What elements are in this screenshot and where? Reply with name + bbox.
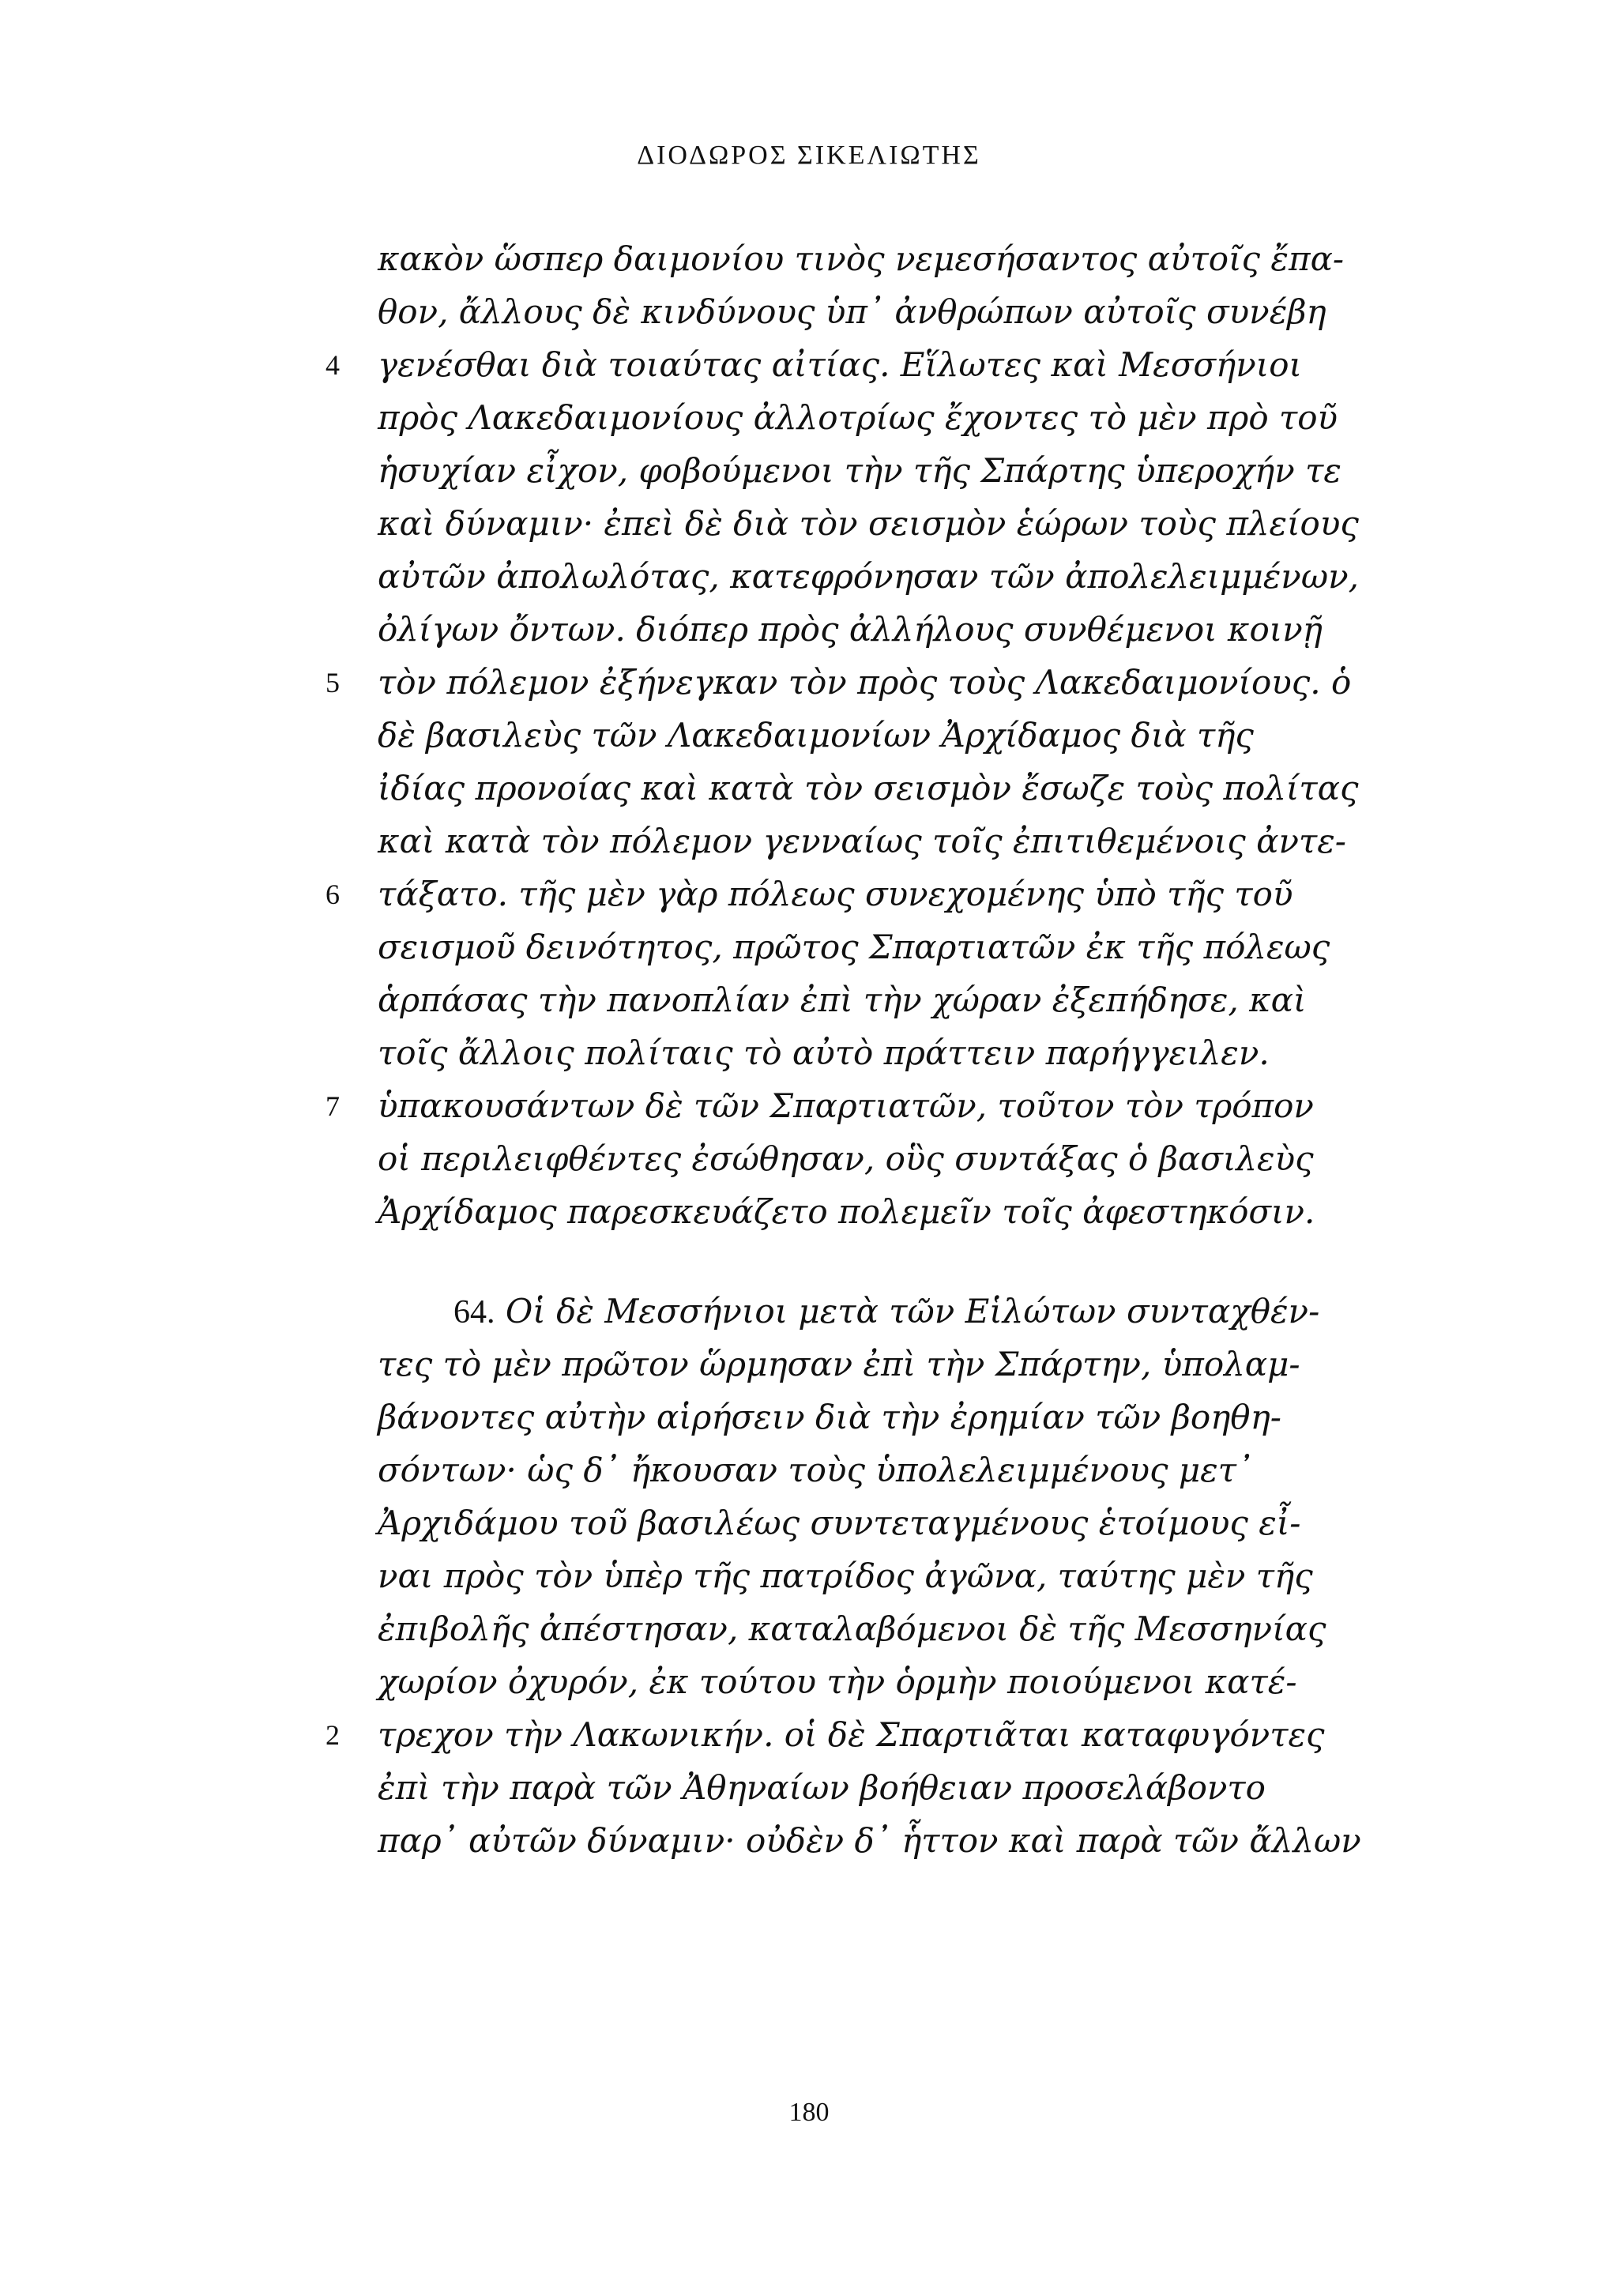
- text-line: ναι πρὸς τὸν ὑπὲρ τῆς πατρίδος ἀγῶνα, ταύτης μὲν τῆς: [378, 1556, 1313, 1595]
- section-number: 2: [325, 1719, 340, 1751]
- text-line: ὑπακουσάντων δὲ τῶν Σπαρτιατῶν, τοῦτον τὸν τρόπον: [378, 1086, 1314, 1125]
- text-line: τοῖς ἄλλοις πολίταις τὸ αὐτὸ πράττειν παρήγγειλεν.: [378, 1033, 1270, 1072]
- text-line: ἐπὶ τὴν παρὰ τῶν Ἀθηναίων βοήθειαν προσελάβοντο: [378, 1768, 1266, 1807]
- text-line: αὐτῶν ἀπολωλότας, κατεφρόνησαν τῶν ἀπολελειμμένων,: [378, 557, 1359, 596]
- text-line: Ἀρχιδάμου τοῦ βασιλέως συντεταγμένους ἑτοίμους εἶ-: [378, 1504, 1301, 1542]
- text-line: ἰδίας προνοίας καὶ κατὰ τὸν σεισμὸν ἔσωζε τοὺς πολίτας: [378, 769, 1359, 807]
- section-number: 7: [325, 1090, 340, 1122]
- text-line: βάνοντες αὐτὴν αἱρήσειν διὰ τὴν ἐρημίαν τῶν βοηθη-: [378, 1398, 1281, 1436]
- section-number: 5: [325, 667, 340, 698]
- text-line: θον, ἄλλους δὲ κινδύνους ὑπ᾽ ἀνθρώπων αὐτοῖς συνέβη: [378, 292, 1326, 331]
- text-line: σόντων· ὡς δ᾽ ἤκουσαν τοὺς ὑπολελειμμένους μετ᾽: [378, 1451, 1253, 1489]
- page-number: 180: [788, 2098, 830, 2127]
- text-line: γενέσθαι διὰ τοιαύτας αἰτίας. Εἵλωτες καὶ Μεσσήνιοι: [378, 345, 1302, 384]
- text-line: καὶ κατὰ τὸν πόλεμον γενναίως τοῖς ἐπιτιθεμένοις ἀντε-: [378, 822, 1346, 860]
- section-number: 6: [325, 879, 340, 910]
- text-line: οἱ περιλειφθέντες ἐσώθησαν, οὓς συντάξας ὁ βασιλεὺς: [378, 1139, 1314, 1178]
- text-line: ἡσυχίαν εἶχον, φοβούμενοι τὴν τῆς Σπάρτης ὑπεροχήν τε: [378, 451, 1341, 490]
- text-line: τες τὸ μὲν πρῶτον ὥρμησαν ἐπὶ τὴν Σπάρτην, ὑπολαμ-: [378, 1345, 1300, 1383]
- text-line: χωρίον ὀχυρόν, ἐκ τούτου τὴν ὁρμὴν ποιούμενοι κατέ-: [378, 1662, 1297, 1701]
- chapter-number: 64.: [453, 1294, 495, 1331]
- text-line: τρεχον τὴν Λακωνικήν. οἱ δὲ Σπαρτιᾶται καταφυγόντες: [378, 1715, 1325, 1754]
- text-line: παρ᾽ αὐτῶν δύναμιν· οὐδὲν δ᾽ ἧττον καὶ παρὰ τῶν ἄλλων: [378, 1821, 1361, 1860]
- text-line: κακὸν ὥσπερ δαιμονίου τινὸς νεμεσήσαντος αὐτοῖς ἔπα-: [378, 239, 1345, 278]
- text-line: Ἀρχίδαμος παρεσκευάζετο πολεμεῖν τοῖς ἀφεστηκόσιν.: [378, 1192, 1315, 1231]
- text-line: τὸν πόλεμον ἐξήνεγκαν τὸν πρὸς τοὺς Λακεδαιμονίους. ὁ: [378, 663, 1352, 702]
- chapter-first-line-text: Οἱ δὲ Μεσσήνιοι μετὰ τῶν Εἱλώτων συνταχθέν-: [505, 1292, 1320, 1331]
- text-line: ἐπιβολῆς ἀπέστησαν, καταλαβόμενοι δὲ τῆς Μεσσηνίας: [378, 1609, 1326, 1648]
- text-line: ἁρπάσας τὴν πανοπλίαν ἐπὶ τὴν χώραν ἐξεπήδησε, καὶ: [378, 981, 1307, 1019]
- text-line: πρὸς Λακεδαιμονίους ἀλλοτρίως ἔχοντες τὸ μὲν πρὸ τοῦ: [378, 398, 1338, 437]
- text-line: ὀλίγων ὄντων. διόπερ πρὸς ἀλλήλους συνθέμενοι κοινῇ: [378, 610, 1323, 649]
- text-line: τάξατο. τῆς μὲν γὰρ πόλεως συνεχομένης ὑπὸ τῆς τοῦ: [378, 875, 1293, 913]
- section-number: 4: [325, 349, 340, 381]
- chapter-first-line: [453, 1288, 1319, 1335]
- running-head: ΔΙΟΔΩΡΟΣ ΣΙΚΕΛΙΩΤΗΣ: [637, 141, 981, 170]
- text-line: σεισμοῦ δεινότητος, πρῶτος Σπαρτιατῶν ἐκ τῆς πόλεως: [378, 928, 1330, 966]
- text-line: δὲ βασιλεὺς τῶν Λακεδαιμονίων Ἀρχίδαμος διὰ τῆς: [378, 716, 1254, 755]
- text-line: καὶ δύναμιν· ἐπεὶ δὲ διὰ τὸν σεισμὸν ἑώρων τοὺς πλείους: [378, 504, 1359, 543]
